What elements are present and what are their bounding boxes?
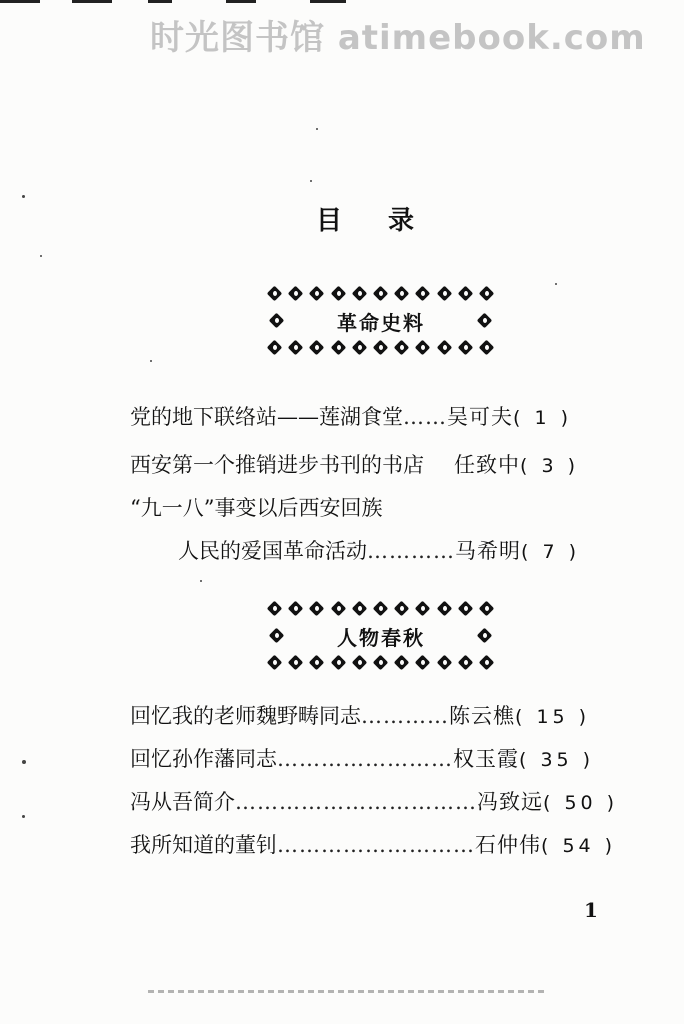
ornament-right: [475, 312, 495, 330]
entry-title: 人民的爱国革命活动: [178, 539, 367, 563]
entry-author: 冯致远: [477, 790, 543, 814]
entry-author: 任致中: [454, 453, 520, 477]
toc-entry[interactable]: [130, 492, 382, 524]
ornament-border-bottom: [265, 339, 497, 357]
entry-page: ( 54 ): [541, 835, 617, 857]
entry-author: 陈云樵: [449, 704, 515, 728]
section-title: 革命史料: [337, 311, 425, 335]
ornament-border-top: [265, 285, 497, 303]
ornament-border-bottom: [265, 654, 497, 672]
entry-page: ( 50 ): [543, 792, 619, 814]
toc-entry[interactable]: [130, 449, 579, 481]
entry-title: 回忆我的老师魏野畴同志: [130, 704, 361, 728]
toc-entry[interactable]: [130, 829, 616, 861]
entry-page: ( 7 ): [521, 541, 580, 563]
dot-leader: ……………………………: [235, 790, 477, 814]
toc-title: 目录: [316, 206, 461, 236]
entry-page: ( 1 ): [513, 407, 572, 429]
section-header-revolution-history: [265, 285, 497, 357]
entry-title: 党的地下联络站——莲湖食堂: [130, 405, 403, 429]
entry-title: 我所知道的董钊: [130, 833, 277, 857]
toc-entry[interactable]: [130, 743, 594, 775]
entry-page: ( 15 ): [515, 706, 591, 728]
entry-page: ( 35 ): [519, 749, 595, 771]
ornament-border-top: [265, 600, 497, 618]
section-header-biographies: [265, 600, 497, 672]
entry-author: 权玉霞: [453, 747, 519, 771]
dot-leader: ……: [403, 405, 447, 429]
ornament-right: [475, 627, 495, 645]
entry-title: 西安第一个推销进步书刊的书店: [130, 453, 424, 477]
entry-title: 冯从吾简介: [130, 790, 235, 814]
toc-entry[interactable]: [178, 535, 580, 567]
entry-title: 回忆孙作藩同志: [130, 747, 277, 771]
dot-leader: …………: [367, 539, 455, 563]
entry-title: “九一八”事变以后西安回族: [130, 496, 383, 520]
watermark: 时光图书馆 atimebook.com: [150, 18, 646, 58]
dot-leader: …………: [361, 704, 449, 728]
toc-entry[interactable]: [130, 401, 572, 433]
entry-author: 石仲伟: [475, 833, 541, 857]
toc-entry[interactable]: [130, 700, 590, 732]
dot-leader: ………………………: [277, 833, 475, 857]
bottom-scan-noise: [148, 990, 548, 993]
page-number: 1: [584, 898, 598, 922]
entry-author: 吴可夫: [447, 405, 513, 429]
entry-page: ( 3 ): [520, 455, 579, 477]
dot-leader: ……………………: [277, 747, 453, 771]
section-title: 人物春秋: [337, 626, 425, 650]
toc-entry[interactable]: [130, 786, 618, 818]
entry-author: 马希明: [455, 539, 521, 563]
